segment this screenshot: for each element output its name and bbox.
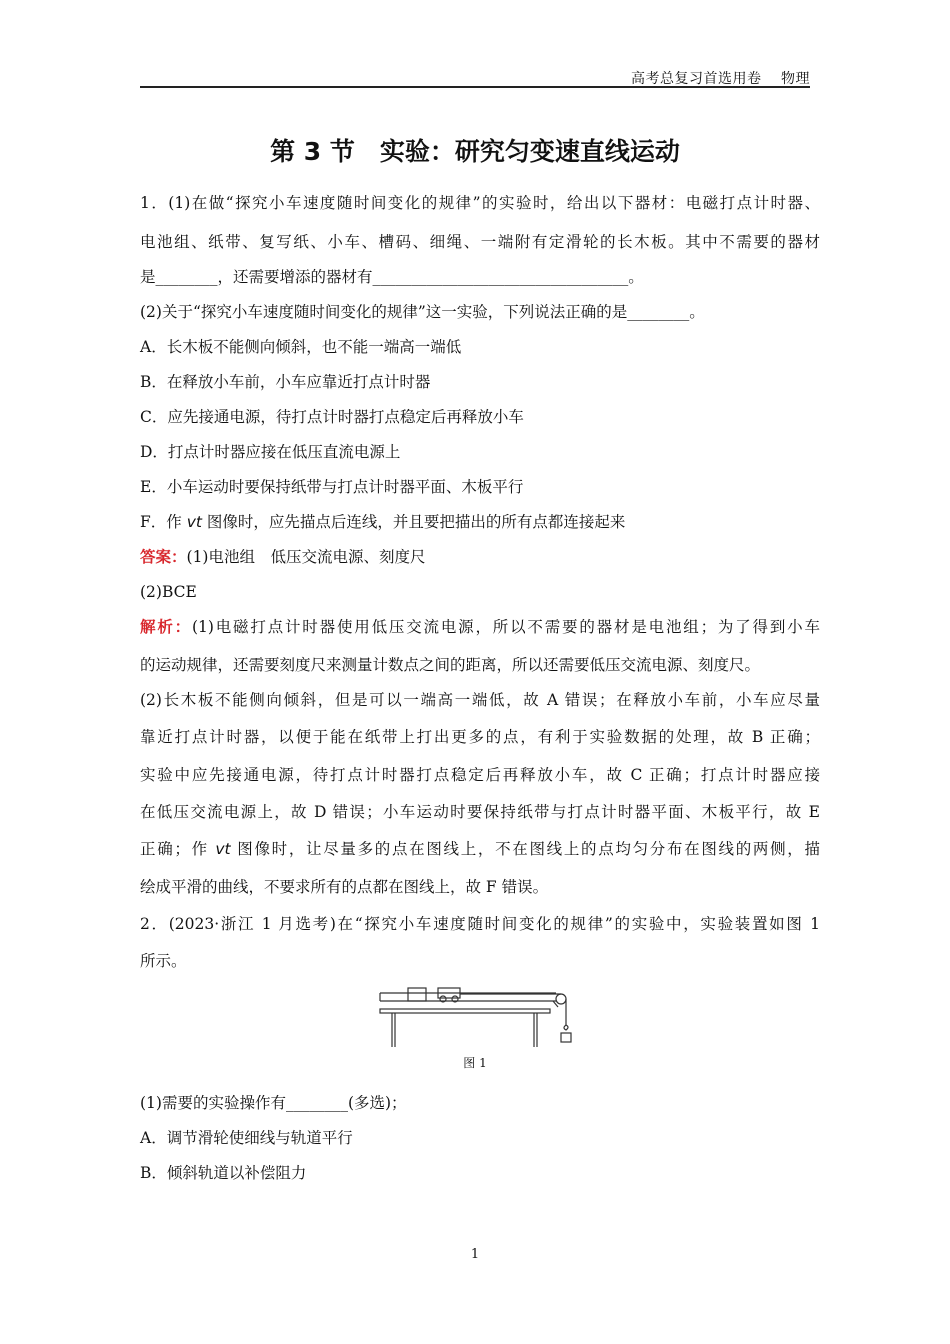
- q2-line-1: 2．(2023·浙江 1 月选考)在“探究小车速度随时间变化的规律”的实验中，实验装置如图 1: [140, 915, 820, 933]
- hanging-weight: [561, 1033, 571, 1042]
- answer-label: 答案：: [140, 547, 187, 566]
- vt-symbol: vt: [186, 513, 202, 531]
- answer-part-2: (2)BCE: [140, 583, 197, 601]
- option-f-suffix: 图像时，应先描点后连线，并且要把描出的所有点都连接起来: [201, 513, 626, 531]
- vt-symbol-2: vt: [215, 840, 231, 858]
- header-rule: [140, 86, 810, 88]
- q1-line-3: 是________，还需要增添的器材有_________________________________。: [140, 268, 644, 286]
- figure-1-apparatus: [378, 985, 578, 1051]
- q2-line-2: 所示。: [140, 952, 187, 970]
- q1-option-b: B．在释放小车前，小车应靠近打点计时器: [140, 373, 431, 391]
- page-number: 1: [470, 1247, 480, 1262]
- q1-option-f: [140, 511, 820, 533]
- option-f-prefix: F．作: [140, 513, 187, 531]
- table-top: [380, 1009, 550, 1013]
- q2-option-b: B．倾斜轨道以补偿阻力: [140, 1164, 307, 1182]
- q1-option-d: D．打点计时器应接在低压直流电源上: [140, 443, 401, 461]
- q1-part2-stem: (2)关于“探究小车速度随时间变化的规律”这一实验，下列说法正确的是________。: [140, 303, 705, 321]
- analysis-text-1: (1)电磁打点计时器使用低压交流电源，所以不需要的器材是电池组；为了得到小车: [191, 618, 820, 636]
- answer-line-1: [140, 546, 820, 568]
- answer-part-1: (1)电池组 低压交流电源、刻度尺: [186, 548, 426, 566]
- q1-line-2: 电池组、纸带、复写纸、小车、槽码、细绳、一端附有定滑轮的长木板。其中不需要的器材: [140, 233, 820, 251]
- analysis-7-prefix: 正确；作: [140, 840, 216, 858]
- analysis-label: 解析：: [140, 617, 192, 636]
- header-book: 高考总复习首选用卷: [631, 71, 762, 87]
- q1-option-c: C．应先接通电源，待打点计时器打点稳定后再释放小车: [140, 408, 524, 426]
- q1-option-e: E．小车运动时要保持纸带与打点计时器平面、木板平行: [140, 478, 524, 496]
- analysis-line-5: 实验中应先接通电源，待打点计时器打点稳定后再释放小车，故 C 正确；打点计时器应接: [140, 766, 820, 784]
- analysis-line-8: 绘成平滑的曲线，不要求所有的点都在图线上，故 F 错误。: [140, 878, 549, 896]
- header-subject: 物理: [781, 71, 810, 87]
- timer-box: [408, 988, 426, 1001]
- q1-line-1: 1．(1)在做“探究小车速度随时间变化的规律”的实验时，给出以下器材：电磁打点计时器、: [140, 194, 820, 212]
- analysis-line-6: 在低压交流电源上，故 D 错误；小车运动时要保持纸带与打点计时器平面、木板平行，故 E: [140, 803, 820, 821]
- q2-part1-stem: (1)需要的实验操作有________(多选)；: [140, 1094, 407, 1112]
- running-header: [631, 68, 810, 88]
- q1-option-a: A．长木板不能侧向倾斜，也不能一端高一端低: [140, 338, 462, 356]
- analysis-line-4: 靠近打点计时器，以便于能在纸带上打出更多的点，有利于实验数据的处理，故 B 正确；: [140, 728, 820, 746]
- analysis-line-3: (2)长木板不能侧向倾斜，但是可以一端高一端低，故 A 错误；在释放小车前，小车应尽量: [140, 691, 820, 709]
- q2-option-a: A．调节滑轮使细线与轨道平行: [140, 1129, 353, 1147]
- page-title: 第 3 节 实验：研究匀变速直线运动: [270, 137, 680, 166]
- figure-caption: 图 1: [463, 1056, 487, 1070]
- analysis-line-7: [140, 838, 820, 860]
- analysis-line-2: 的运动规律，还需要刻度尺来测量计数点之间的距离，所以还需要低压交流电源、刻度尺。: [140, 656, 761, 674]
- analysis-line-1: [140, 616, 820, 638]
- pulley: [556, 994, 566, 1004]
- analysis-7-suffix: 图像时，让尽量多的点在图线上，不在图线上的点均匀分布在图线的两侧，描: [230, 840, 820, 858]
